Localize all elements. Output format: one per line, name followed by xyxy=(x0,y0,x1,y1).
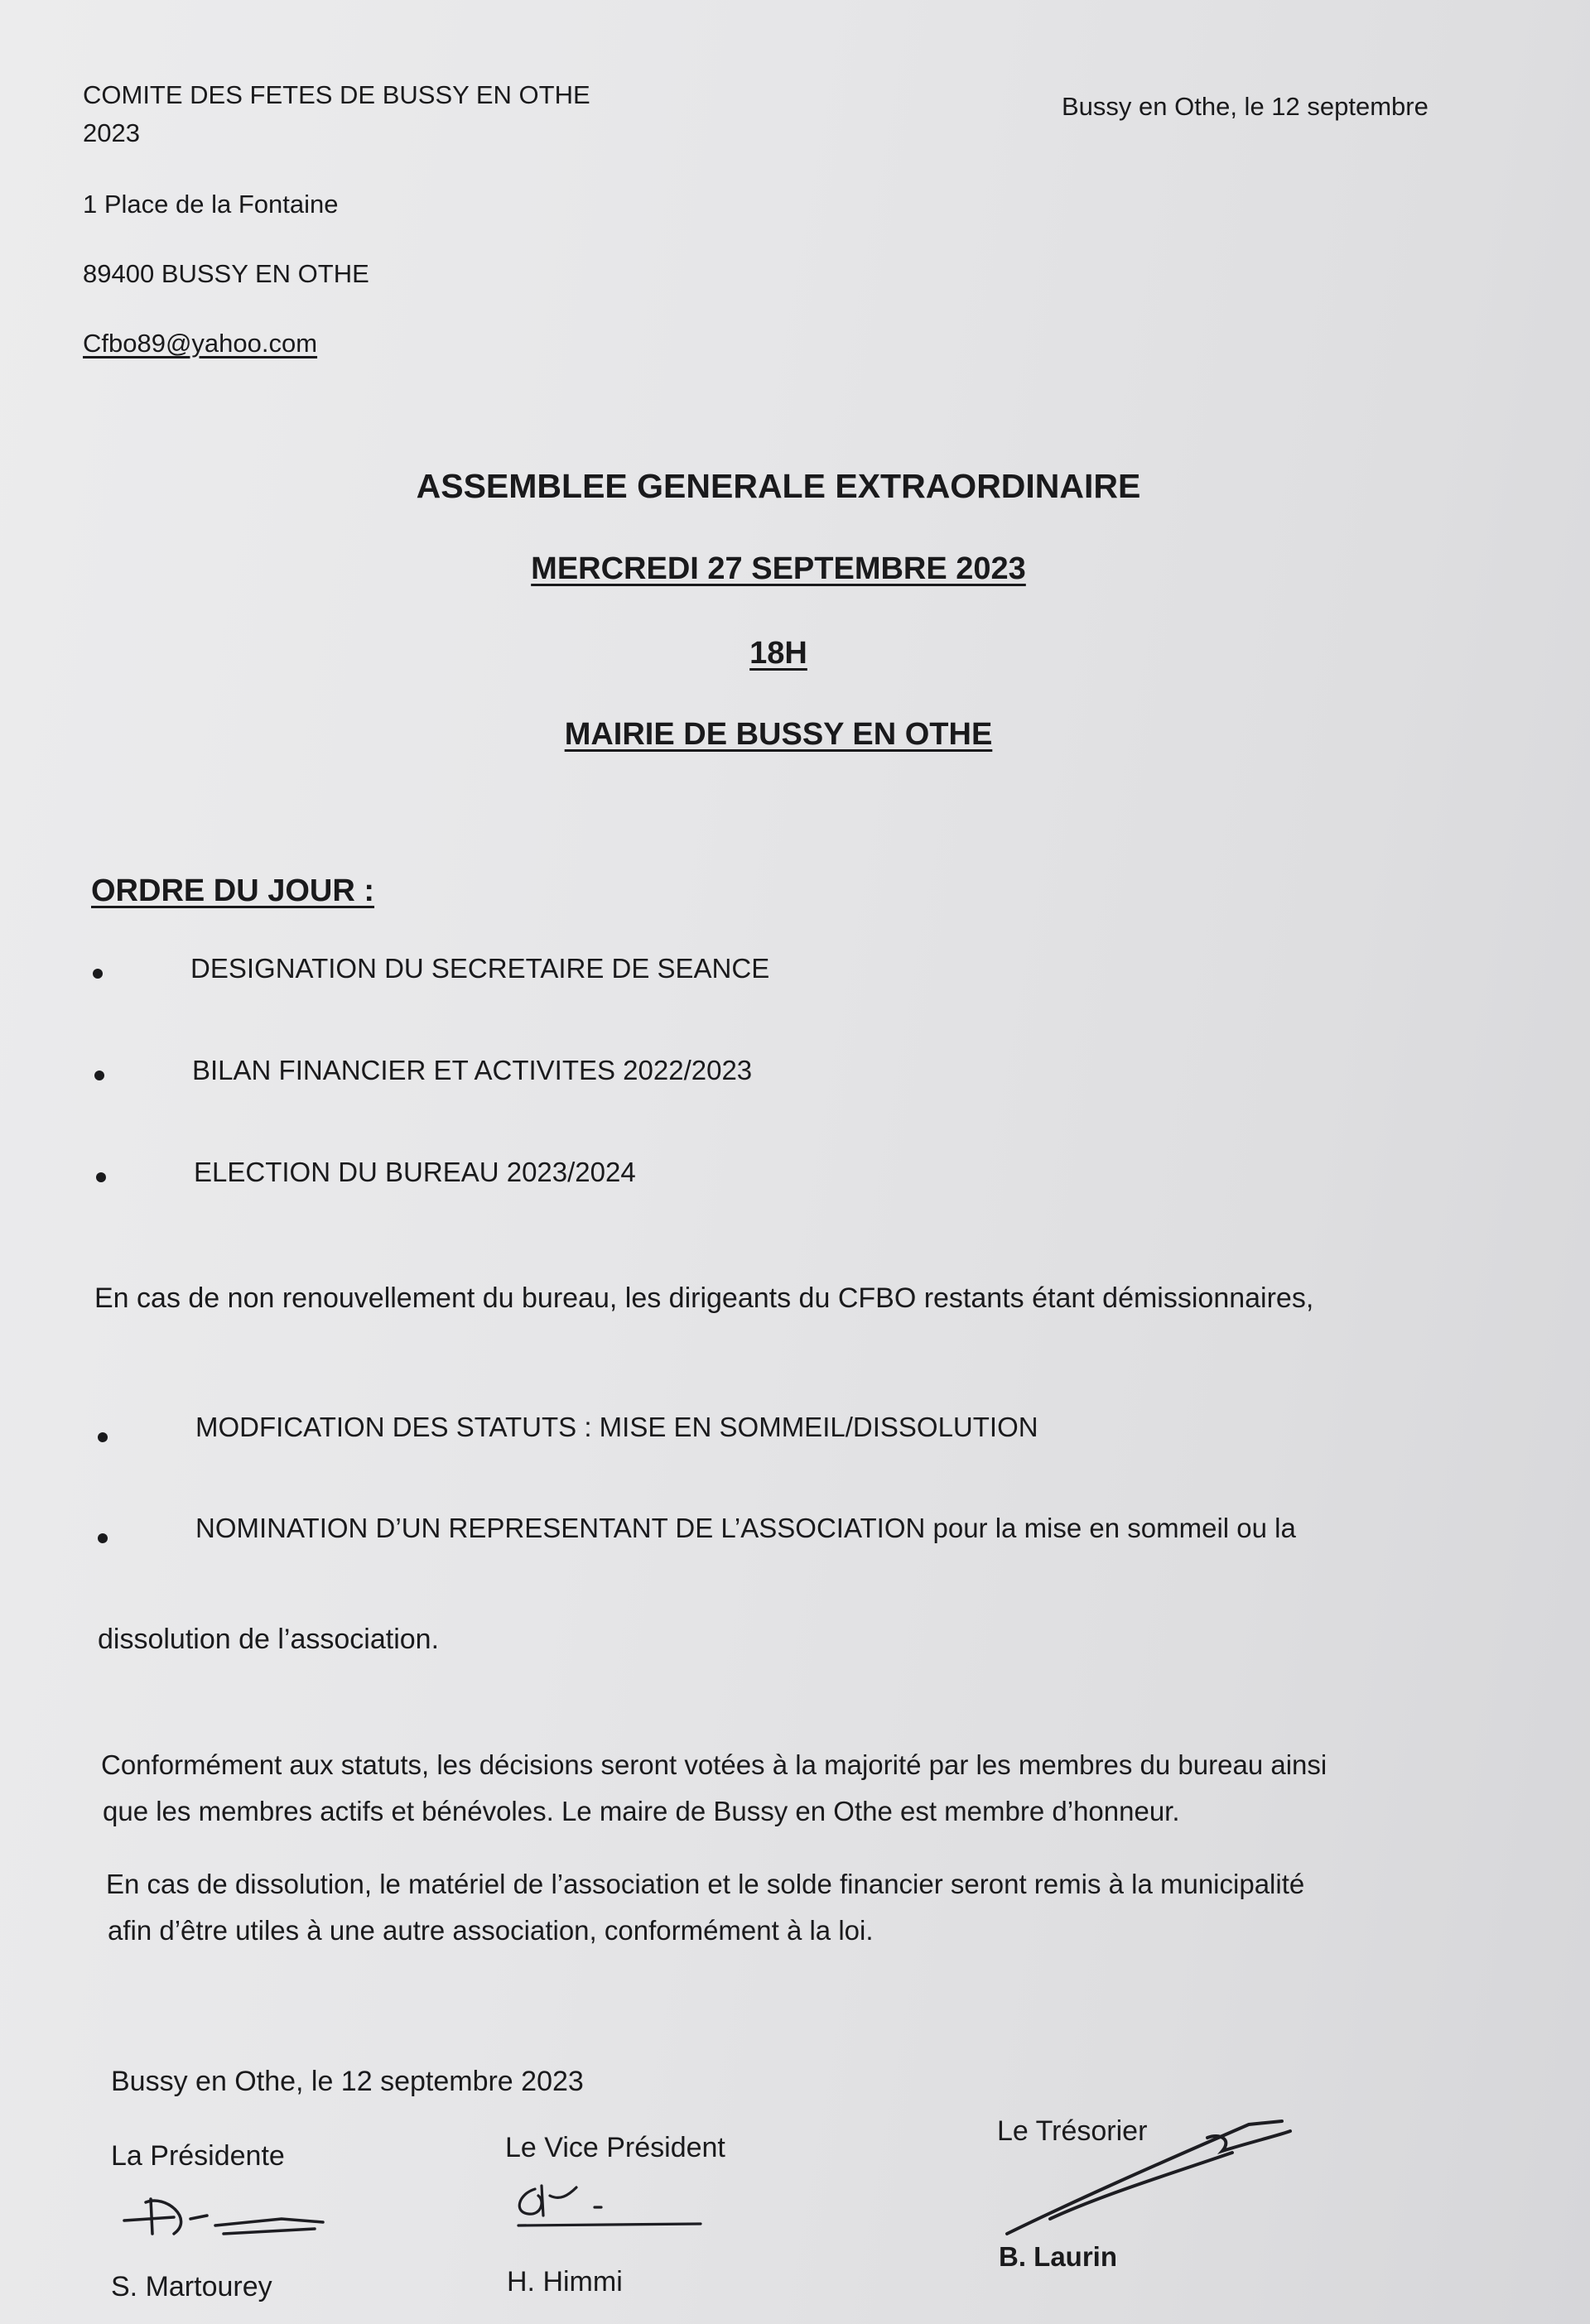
bullet-icon xyxy=(96,1172,106,1182)
meeting-date: MERCREDI 27 SEPTEMBRE 2023 xyxy=(531,551,1026,586)
org-year: 2023 xyxy=(83,118,140,147)
paragraph-dissolution-line2: afin d’être utiles à une autre association, conformément à la loi. xyxy=(108,1915,874,1946)
conditional-agenda-item: MODFICATION DES STATUTS : MISE EN SOMMEIL/DISSOLUTION xyxy=(195,1412,1038,1442)
condition-text: En cas de non renouvellement du bureau, les dirigeants du CFBO restants étant démissionnaires, xyxy=(94,1282,1314,1314)
org-name: COMITE DES FETES DE BUSSY EN OTHE xyxy=(83,80,590,109)
signatory-name: B. Laurin xyxy=(999,2241,1118,2272)
agenda-item: BILAN FINANCIER ET ACTIVITES 2022/2023 xyxy=(192,1055,753,1085)
signature-president xyxy=(116,2186,331,2244)
agenda-item: ELECTION DU BUREAU 2023/2024 xyxy=(194,1157,636,1187)
agenda-heading: ORDRE DU JOUR : xyxy=(91,873,375,908)
email-link[interactable]: Cfbo89@yahoo.com xyxy=(83,329,318,358)
bullet-icon xyxy=(93,969,103,979)
bullet-icon xyxy=(98,1432,108,1442)
signatory-name: H. Himmi xyxy=(507,2266,623,2298)
agenda-item: DESIGNATION DU SECRETAIRE DE SEANCE xyxy=(190,953,770,984)
signatory-name: S. Martourey xyxy=(111,2271,272,2302)
meeting-time: 18H xyxy=(749,636,807,671)
signatory-role: La Présidente xyxy=(111,2140,285,2172)
footer-place-date: Bussy en Othe, le 12 septembre 2023 xyxy=(111,2066,584,2097)
header-place-date: Bussy en Othe, le 12 septembre xyxy=(1062,92,1429,121)
continuation-text: dissolution de l’association. xyxy=(98,1624,440,1655)
conditional-agenda-item: NOMINATION D’UN REPRESENTANT DE L’ASSOCIATION pour la mise en sommeil ou la xyxy=(195,1513,1296,1543)
meeting-location: MAIRIE DE BUSSY EN OTHE xyxy=(564,717,993,752)
signature-treasurer xyxy=(1000,2110,1298,2250)
document-title: ASSEMBLEE GENERALE EXTRAORDINAIRE xyxy=(416,467,1141,505)
address-street: 1 Place de la Fontaine xyxy=(83,190,339,219)
signature-vice-president xyxy=(502,2171,717,2237)
signatory-role: Le Vice Président xyxy=(505,2132,725,2163)
address-city: 89400 BUSSY EN OTHE xyxy=(83,259,369,288)
paragraph-dissolution-line1: En cas de dissolution, le matériel de l’association et le solde financier seront remis à la municipalité xyxy=(106,1869,1305,1899)
bullet-icon xyxy=(94,1071,104,1080)
bullet-icon xyxy=(98,1533,108,1543)
paragraph-statutes-line1: Conformément aux statuts, les décisions seront votées à la majorité par les membres du bureau ainsi xyxy=(101,1749,1327,1780)
signatory-role: Le Trésorier xyxy=(997,2115,1148,2147)
paragraph-statutes-line2: que les membres actifs et bénévoles. Le maire de Bussy en Othe est membre d’honneur. xyxy=(103,1796,1180,1826)
